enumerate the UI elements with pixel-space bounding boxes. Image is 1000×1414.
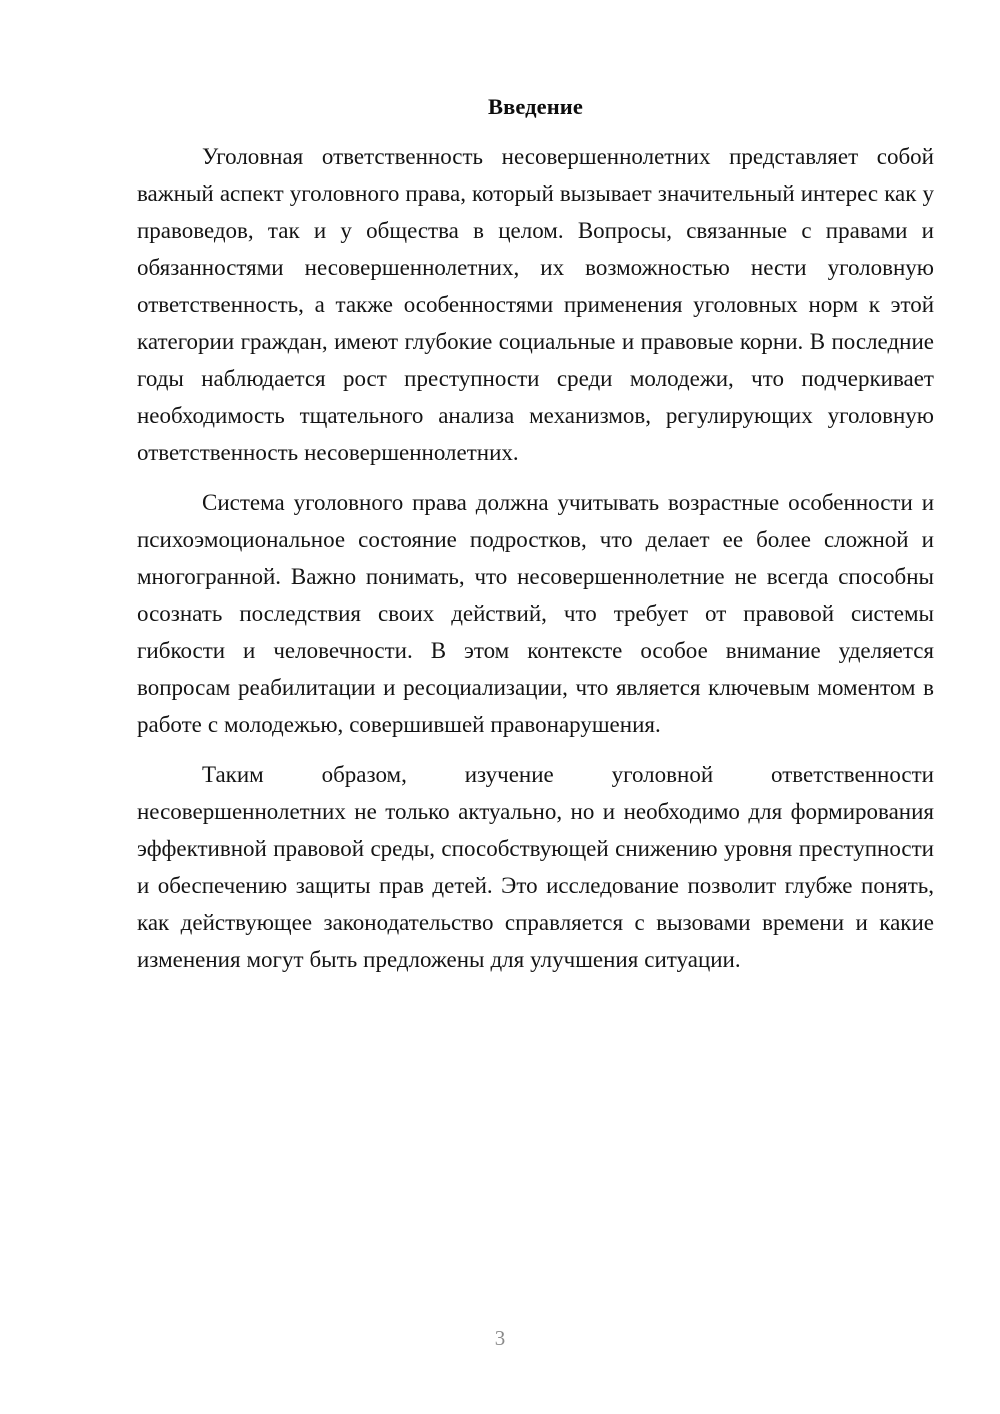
body-paragraph: Таким образом, изучение уголовной ответственности несовершеннолетних не только актуально, но и необходимо для формирования эффективной правовой среды, способствующей снижению уровня преступности и обеспечению защиты прав детей. Это исследование позволит глубже понять, как действующее законодательство справляется с вызовами времени и какие изменения могут быть предложены для улучшения ситуации.	[137, 762, 934, 972]
body-paragraph: Уголовная ответственность несовершеннолетних представляет собой важный аспект уголовного права, который вызывает значительный интерес как у правоведов, так и у общества в целом. Вопросы, связанные с правами и обязанностями несовершеннолетних, их возможностью нести уголовную ответственность, а также особенностями применения уголовных норм к этой категории граждан, имеют глубокие социальные и правовые корни. В последние годы наблюдается рост преступности среди молодежи, что подчеркивает необходимость тщательного анализа механизмов, регулирующих уголовную ответственность несовершеннолетних.	[137, 144, 934, 465]
page-title: Введение	[488, 94, 583, 119]
body-paragraph: Система уголовного права должна учитывать возрастные особенности и психоэмоциональное состояние подростков, что делает ее более сложной и многогранной. Важно понимать, что несовершеннолетние не всегда способны осознать последствия своих действий, что требует от правовой системы гибкости и человечности. В этом контексте особое внимание уделяется вопросам реабилитации и ресоциализации, что является ключевым моментом в работе с молодежью, совершившей правонарушения.	[137, 490, 934, 737]
page-content	[137, 92, 934, 978]
page-number: 3	[494, 1326, 506, 1350]
